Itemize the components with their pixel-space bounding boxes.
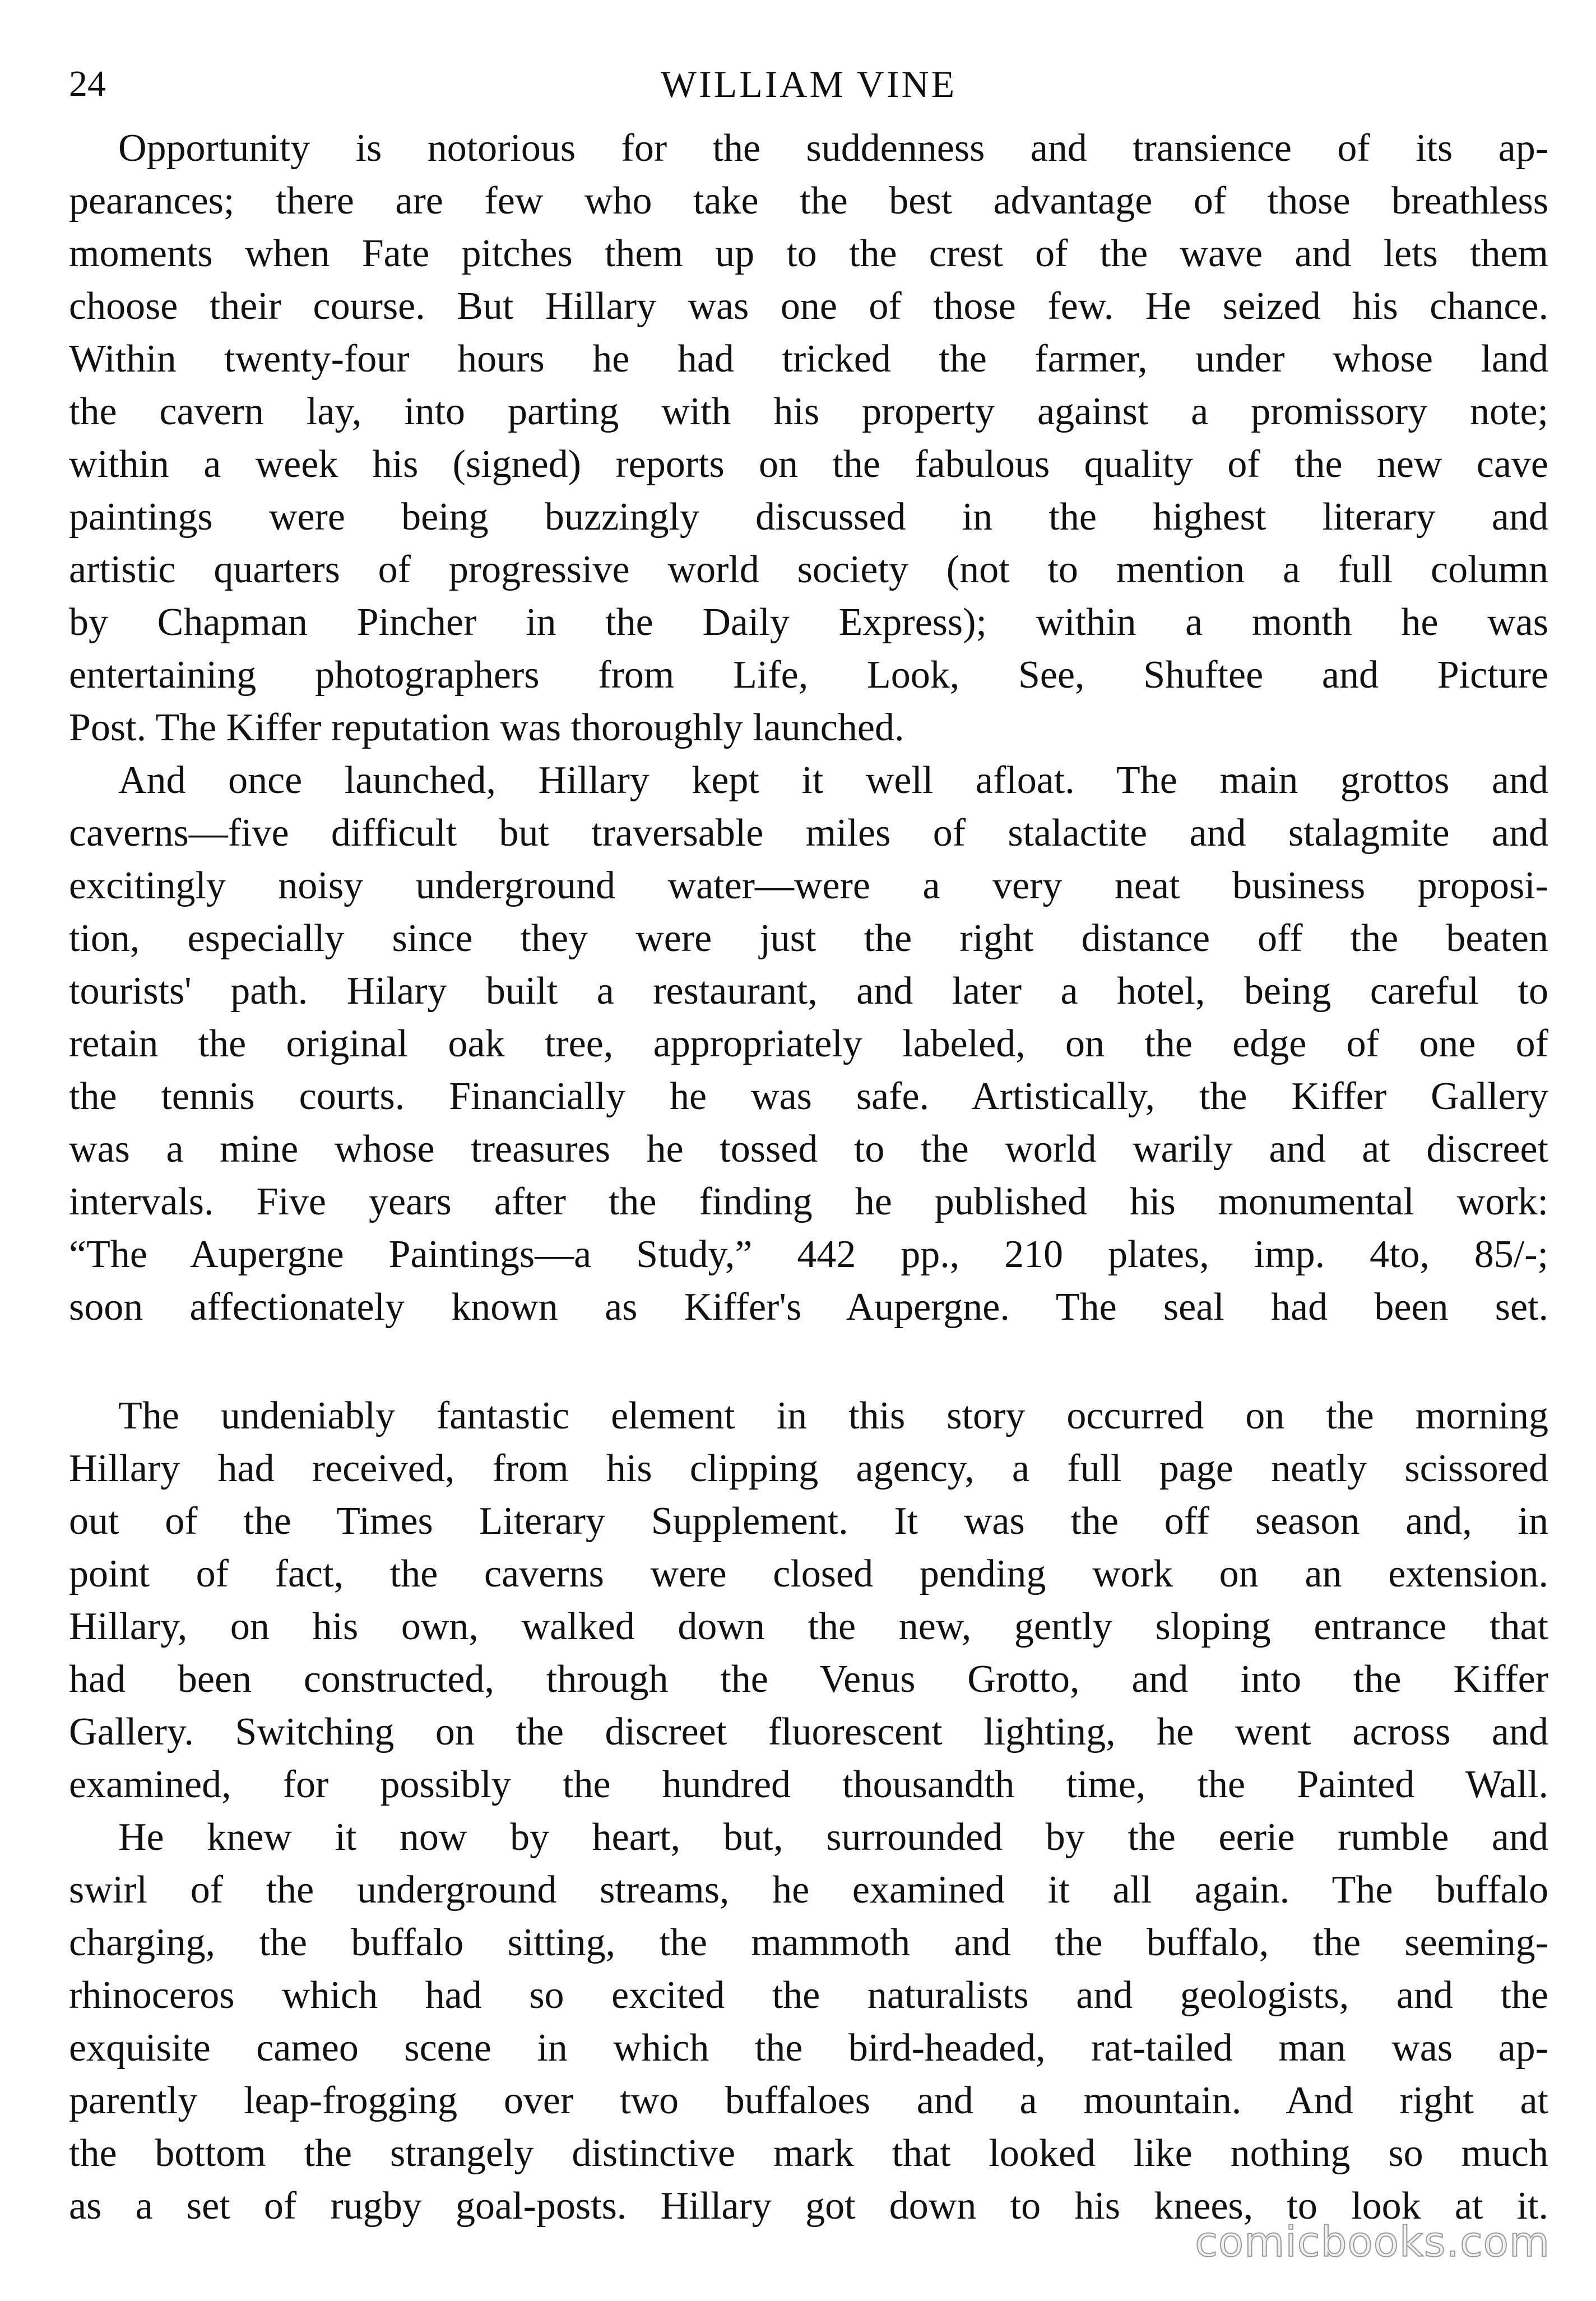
- text-line: point of fact, the caverns were closed pending work on an extension.: [69, 1552, 1548, 1595]
- text-line: Within twenty-four hours he had tricked the farmer, under whose land: [69, 337, 1548, 381]
- text-line: parently leap-frogging over two buffaloes and a mountain. And right at: [69, 2079, 1548, 2122]
- text-line: entertaining photographers from Life, Look, See, Shuftee and Picture: [69, 653, 1548, 697]
- text-line: the tennis courts. Financially he was safe. Artistically, the Kiffer Gallery: [69, 1075, 1548, 1118]
- text-line: tion, especially since they were just the right distance off the beaten: [69, 917, 1548, 960]
- text-line: The undeniably fantastic element in this story occurred on the morning: [118, 1394, 1548, 1437]
- text-line: Opportunity is notorious for the suddenness and transience of its ap-: [118, 127, 1548, 170]
- text-line: choose their course. But Hillary was one of those few. He seized his chance.: [69, 285, 1548, 328]
- text-line: He knew it now by heart, but, surrounded by the eerie rumble and: [118, 1816, 1548, 1859]
- text-line: swirl of the underground streams, he examined it all again. The buffalo: [69, 1868, 1548, 1912]
- text-line: soon affectionately known as Kiffer's Aupergne. The seal had been set.: [69, 1286, 1548, 1329]
- text-line: artistic quarters of progressive world society (not to mention a full column: [69, 548, 1548, 591]
- paragraph: [69, 754, 1548, 1334]
- text-line: “The Aupergne Paintings—a Study,” 442 pp., 210 plates, imp. 4to, 85/-;: [69, 1233, 1548, 1276]
- text-line: tourists' path. Hilary built a restaurant, and later a hotel, being careful to: [69, 969, 1548, 1013]
- text-line: by Chapman Pincher in the Daily Express); within a month he was: [69, 601, 1548, 644]
- text-line: out of the Times Literary Supplement. It was the off season and, in: [69, 1500, 1548, 1543]
- text-line: pearances; there are few who take the best advantage of those breathless: [69, 179, 1548, 222]
- text-line: rhinoceros which had so excited the naturalists and geologists, and the: [69, 1974, 1548, 2017]
- watermark-logo: comicbooks.com: [1195, 2218, 1550, 2266]
- text-line: intervals. Five years after the finding he published his monumental work:: [69, 1180, 1548, 1223]
- paragraph: [69, 122, 1548, 754]
- paragraph: [69, 1811, 1548, 2233]
- text-line: Gallery. Switching on the discreet fluorescent lighting, he went across and: [69, 1710, 1548, 1753]
- text-line: the bottom the strangely distinctive mark that looked like nothing so much: [69, 2132, 1548, 2175]
- text-line: caverns—five difficult but traversable miles of stalactite and stalagmite and: [69, 811, 1548, 855]
- text-line: paintings were being buzzingly discussed in the highest literary and: [69, 495, 1548, 539]
- text-line: retain the original oak tree, appropriately labeled, on the edge of one of: [69, 1022, 1548, 1065]
- text-line: exquisite cameo scene in which the bird-headed, rat-tailed man was ap-: [69, 2026, 1548, 2070]
- text-line: within a week his (signed) reports on the fabulous quality of the new cave: [69, 443, 1548, 486]
- paragraph: [69, 1390, 1548, 1811]
- body-text: [69, 122, 1548, 2233]
- text-line: as a set of rugby goal-posts. Hillary got down to his knees, to look at it.: [69, 2184, 1548, 2228]
- text-line: examined, for possibly the hundred thousandth time, the Painted Wall.: [69, 1763, 1548, 1806]
- text-line: was a mine whose treasures he tossed to the world warily and at discreet: [69, 1128, 1548, 1171]
- text-line: had been constructed, through the Venus Grotto, and into the Kiffer: [69, 1658, 1548, 1701]
- text-line: charging, the buffalo sitting, the mammoth and the buffalo, the seeming-: [69, 1921, 1548, 1964]
- page-number: 24: [69, 63, 106, 104]
- text-line: Hillary, on his own, walked down the new, gently sloping entrance that: [69, 1605, 1548, 1648]
- text-line: the cavern lay, into parting with his property against a promissory note;: [69, 390, 1548, 433]
- section-break: [69, 1334, 1548, 1390]
- text-line: And once launched, Hillary kept it well afloat. The main grottos and: [118, 759, 1548, 802]
- text-line: moments when Fate pitches them up to the crest of the wave and lets them: [69, 232, 1548, 275]
- running-head: WILLIAM VINE: [660, 63, 957, 105]
- page-header: [69, 59, 1548, 120]
- text-line: excitingly noisy underground water—were a very neat business proposi-: [69, 864, 1548, 907]
- text-line: Hillary had received, from his clipping agency, a full page neatly scissored: [69, 1447, 1548, 1490]
- text-line: Post. The Kiffer reputation was thoroughly launched.: [69, 706, 904, 749]
